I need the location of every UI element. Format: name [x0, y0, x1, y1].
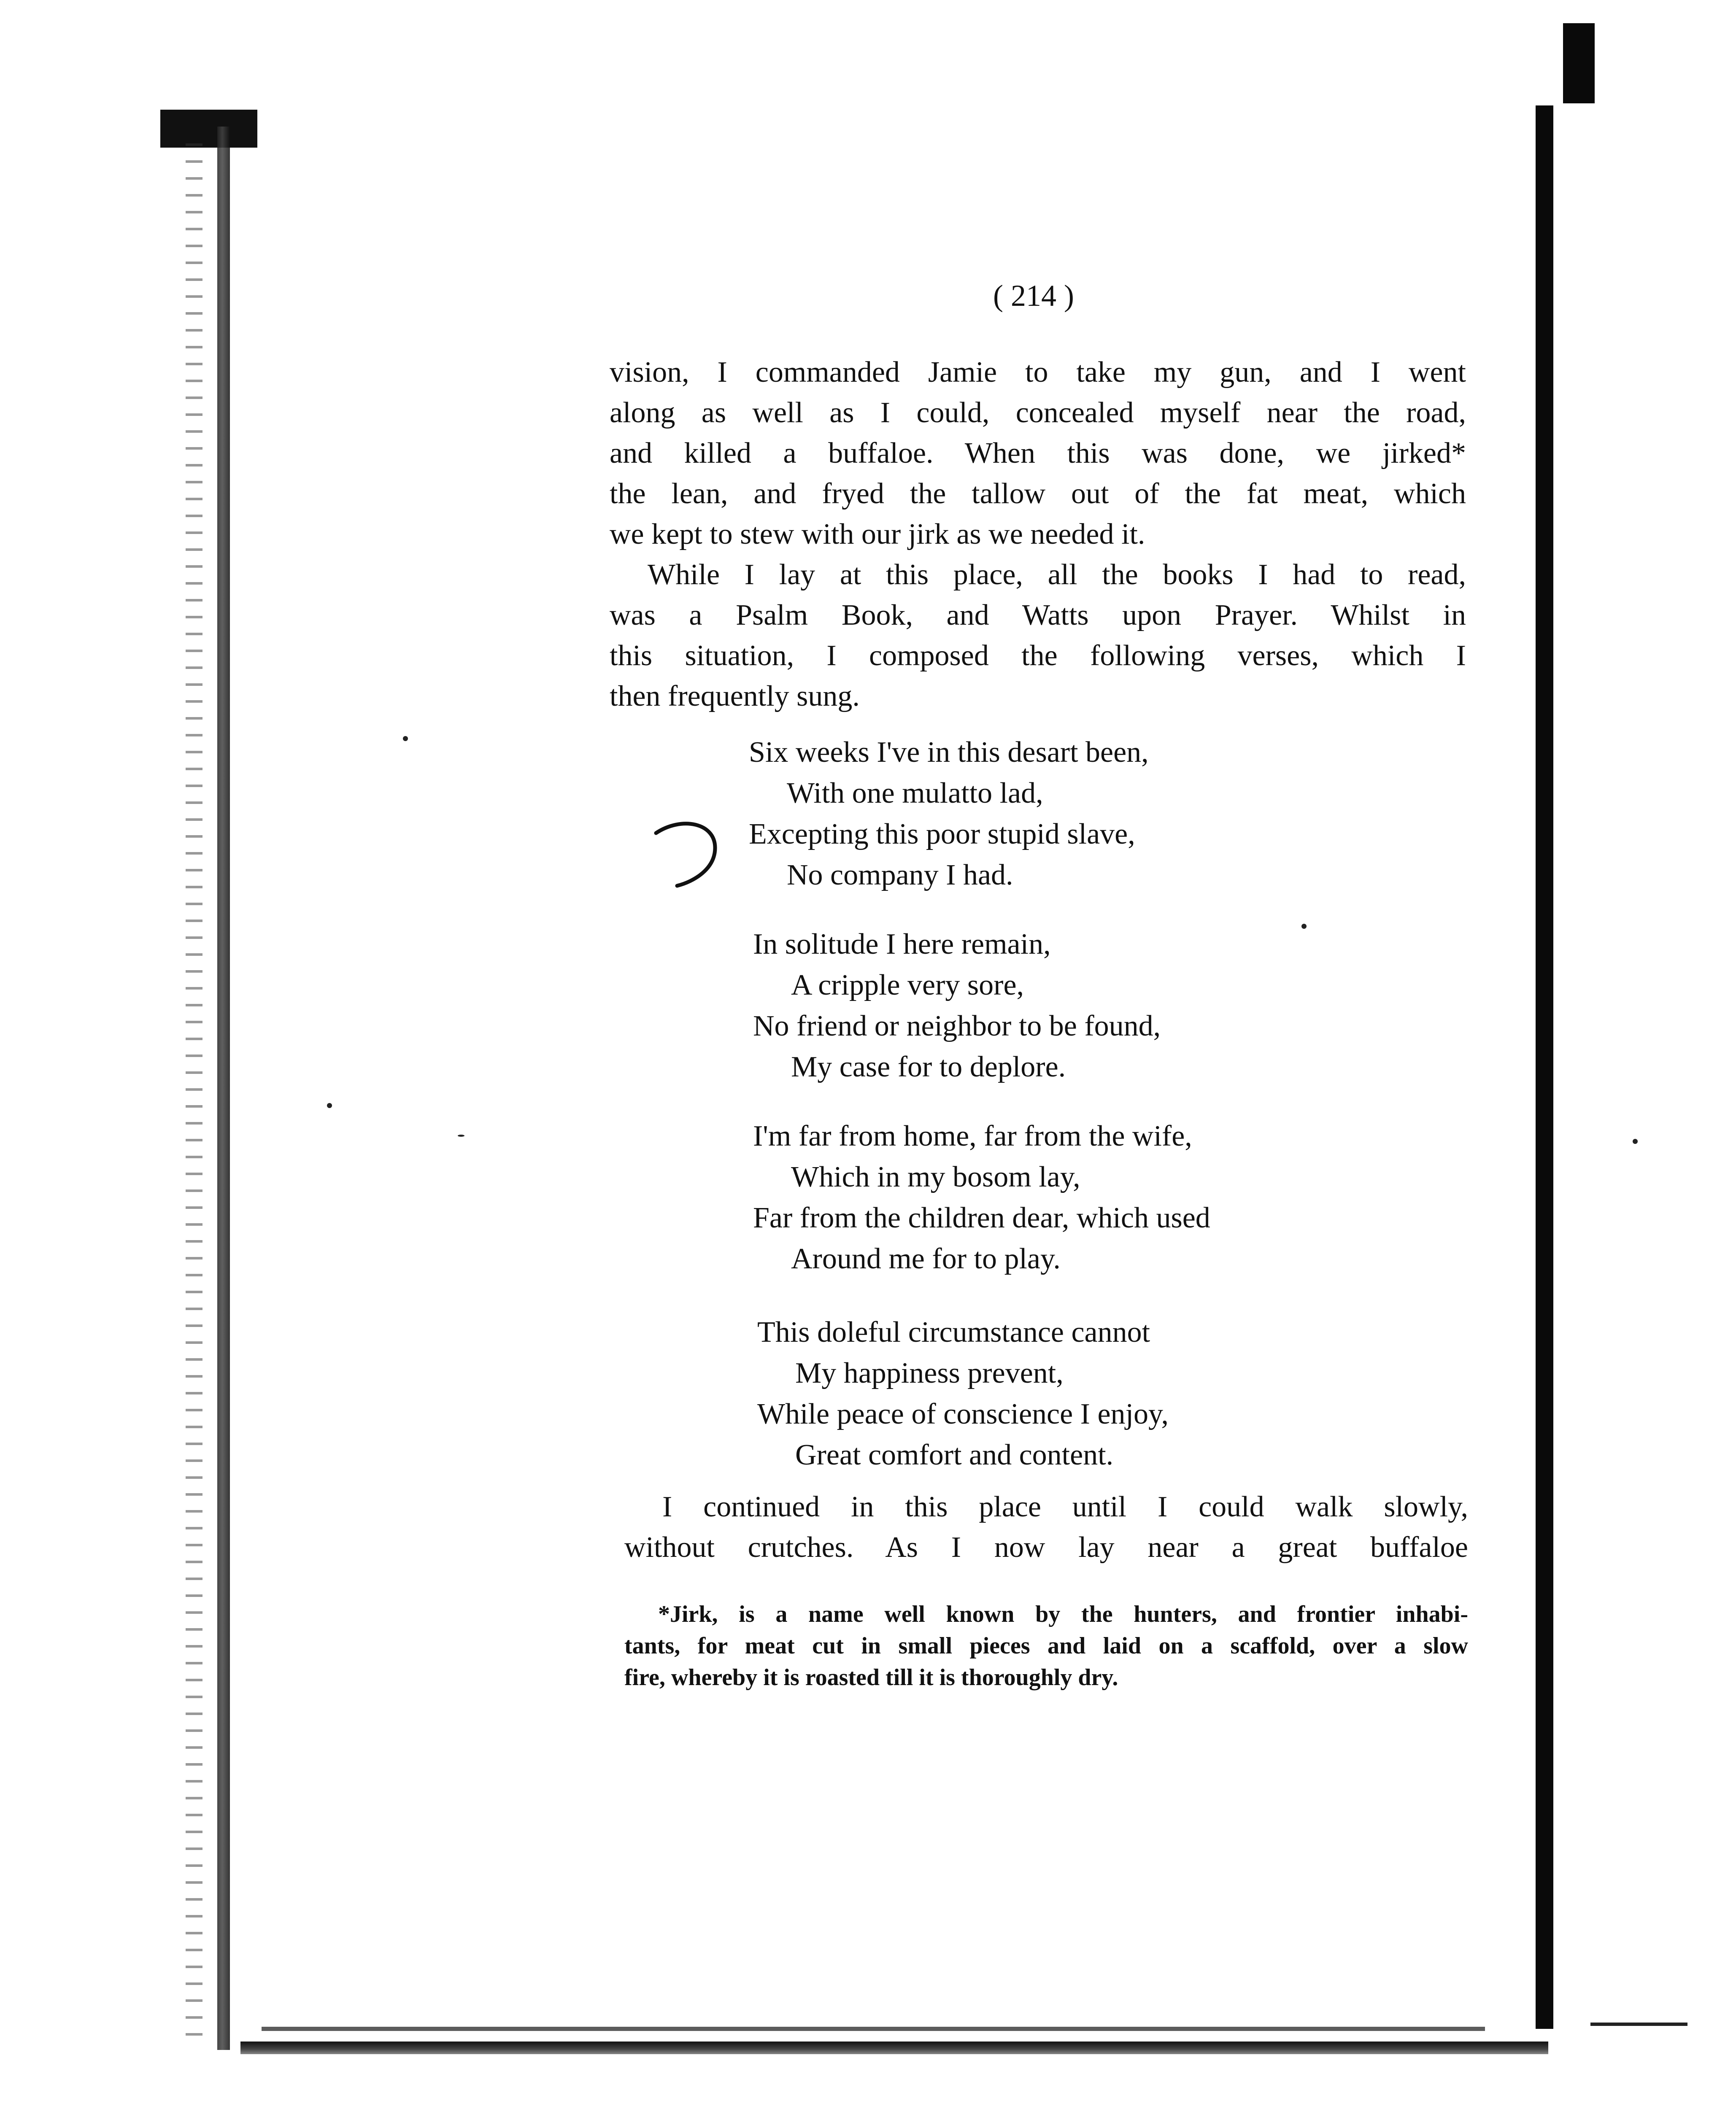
text-line: then frequently sung.: [610, 680, 860, 712]
text-line: this situation, I composed the following verses, which I: [610, 639, 1466, 672]
poem-stanza: [757, 1312, 1169, 1475]
text-line: we kept to stew with our jirk as we needed it.: [610, 518, 1145, 550]
verse-line: Excepting this poor stupid slave,: [749, 818, 1135, 850]
scan-speck: [403, 736, 408, 741]
paragraph: [610, 555, 1466, 717]
scan-edge-shadow: [160, 110, 257, 148]
poem-stanza: [753, 1116, 1210, 1279]
verse-line: Around me for to play.: [791, 1243, 1061, 1275]
footnote-line: fire, whereby it is roasted till it is thoroughly dry.: [624, 1664, 1118, 1691]
footnote-line: *Jirk, is a name well known by the hunters, and frontier inhabi-: [658, 1601, 1468, 1627]
text-line: vision, I commanded Jamie to take my gun, and I went: [610, 356, 1466, 388]
page-number: ( 214 ): [993, 279, 1074, 313]
poem-stanza: [749, 732, 1149, 895]
verse-line: Six weeks I've in this desart been,: [749, 736, 1149, 769]
footnote: [624, 1599, 1468, 1694]
scan-speck: [1301, 924, 1307, 929]
handwritten-bracket-mark: [652, 818, 728, 890]
verse-line: This doleful circumstance cannot: [757, 1316, 1150, 1348]
text-line: without crutches. As I now lay near a great buffaloe: [624, 1531, 1468, 1564]
text-line: and killed a buffaloe. When this was done, we jirked*: [610, 437, 1466, 469]
text-line: I continued in this place until I could walk slowly,: [662, 1491, 1468, 1523]
verse-line: While peace of conscience I enjoy,: [757, 1398, 1169, 1430]
verse-line: A cripple very sore,: [791, 969, 1024, 1001]
text-line: along as well as I could, concealed myself near the road,: [610, 396, 1466, 429]
paragraph: [610, 352, 1466, 555]
footnote-line: tants, for meat cut in small pieces and laid on a scaffold, over a slow: [624, 1633, 1468, 1659]
verse-line: Which in my bosom lay,: [791, 1161, 1080, 1193]
verse-line: Great comfort and content.: [795, 1439, 1114, 1471]
verse-line: I'm far from home, far from the wife,: [753, 1120, 1192, 1152]
verse-line: No friend or neighbor to be found,: [753, 1010, 1161, 1042]
verse-line: With one mulatto lad,: [787, 777, 1043, 809]
scan-edge-shadow: [186, 143, 202, 2042]
scan-speck: [1633, 1139, 1638, 1144]
scan-speck: [458, 1135, 464, 1137]
verse-line: My happiness prevent,: [795, 1357, 1064, 1389]
scan-edge-shadow: [1536, 105, 1553, 2029]
scan-speck: [327, 1103, 332, 1108]
scan-edge-shadow: [1563, 23, 1595, 103]
verse-line: Far from the children dear, which used: [753, 1202, 1210, 1234]
verse-line: My case for to deplore.: [791, 1051, 1066, 1083]
verse-line: No company I had.: [787, 859, 1013, 891]
scan-edge-shadow: [217, 127, 230, 2050]
poem-stanza: [753, 924, 1161, 1087]
text-line: the lean, and fryed the tallow out of the fat meat, which: [610, 477, 1466, 510]
paragraph: [624, 1487, 1468, 1568]
verse-line: In solitude I here remain,: [753, 928, 1051, 960]
scan-edge-shadow: [1590, 2023, 1687, 2026]
scan-edge-shadow: [240, 2042, 1548, 2054]
scan-edge-shadow: [262, 2027, 1485, 2031]
text-line: While I lay at this place, all the books I had to read,: [648, 558, 1466, 591]
text-line: was a Psalm Book, and Watts upon Prayer. Whilst in: [610, 599, 1466, 631]
